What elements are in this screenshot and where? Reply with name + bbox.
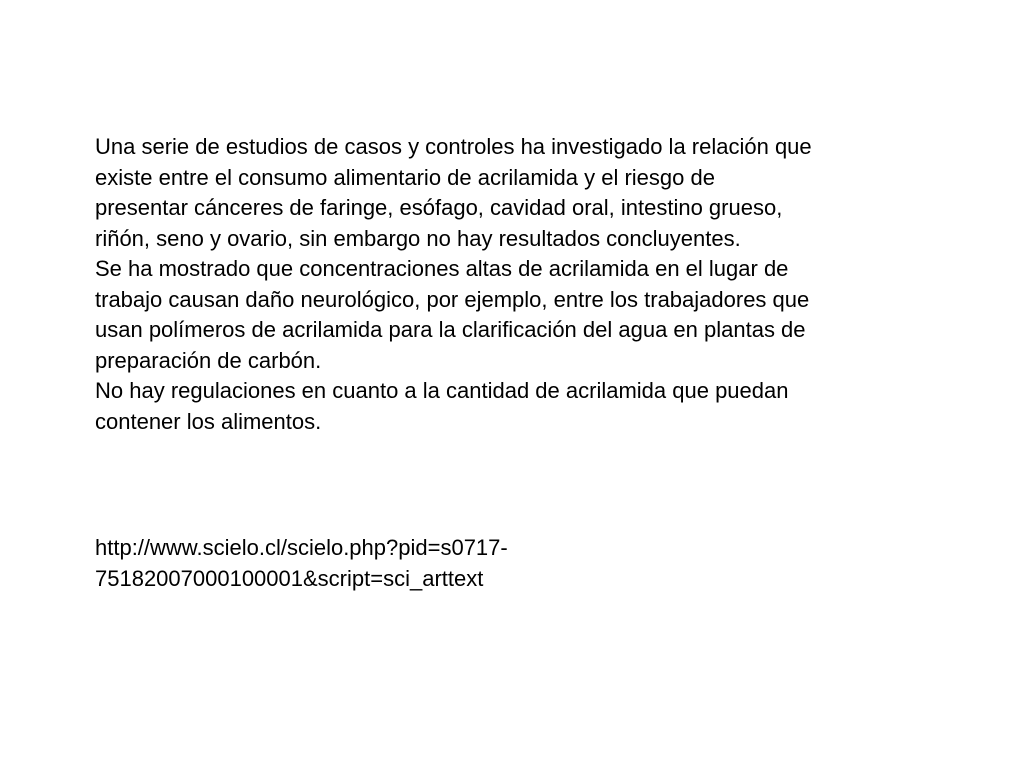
text-line: No hay regulaciones en cuanto a la cantidad de acrilamida que puedan <box>95 378 789 403</box>
source-url-line: http://www.scielo.cl/scielo.php?pid=s0717- <box>95 535 508 560</box>
text-line: trabajo causan daño neurológico, por ejemplo, entre los trabajadores que <box>95 286 810 312</box>
text-line: riñón, seno y ovario, sin embargo no hay resultados concluyentes. <box>95 225 741 251</box>
text-line: presentar cánceres de faringe, esófago, cavidad oral, intestino grueso, <box>95 195 783 220</box>
text-line: preparación de carbón. <box>95 347 322 373</box>
text-line: existe entre el consumo alimentario de acrilamida y el riesgo de <box>95 164 715 190</box>
body-text <box>95 132 945 437</box>
paragraph-case-studies <box>95 132 945 254</box>
source-url[interactable] <box>95 533 945 594</box>
source-url-line: 75182007000100001&script=sci_arttext <box>95 565 484 591</box>
text-line: Se ha mostrado que concentraciones altas de acrilamida en el lugar de <box>95 256 789 281</box>
text-line: Una serie de estudios de casos y controles ha investigado la relación que <box>95 134 812 159</box>
paragraph-regulations <box>95 376 945 437</box>
paragraph-workplace-exposure <box>95 254 945 376</box>
text-line: usan polímeros de acrilamida para la clarificación del agua en plantas de <box>95 317 806 342</box>
text-line: contener los alimentos. <box>95 408 322 434</box>
